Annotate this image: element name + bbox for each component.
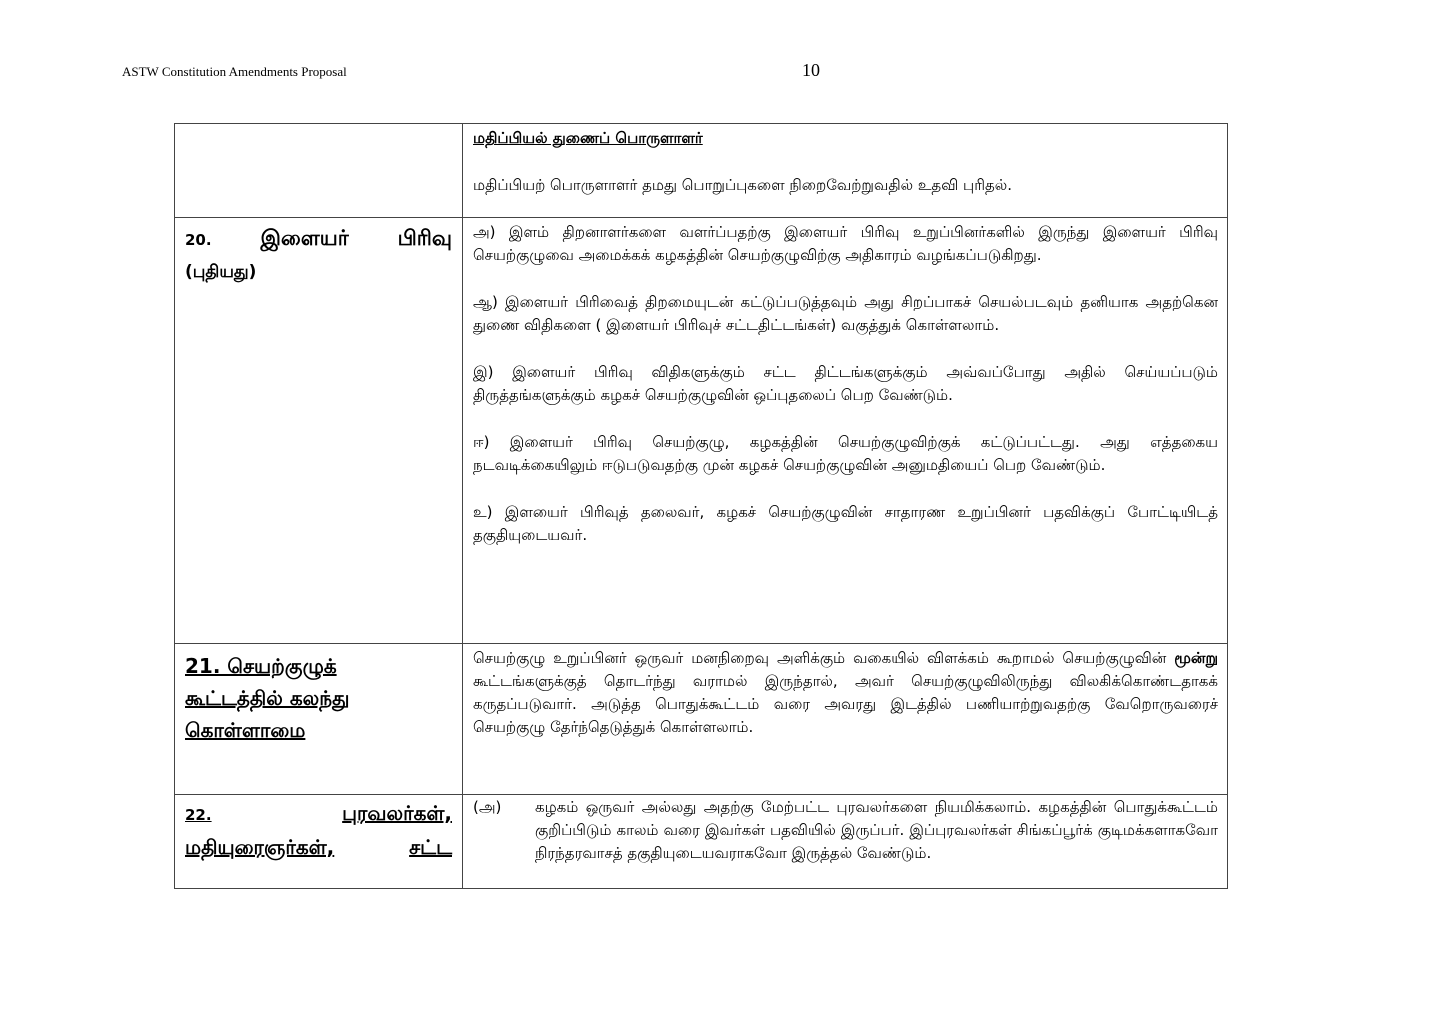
clause-title-word: புரவலர்கள்,: [342, 801, 452, 825]
clause-paragraph: அ) இளம் திறனாளர்களை வளர்ப்பதற்கு இளையர் பிரிவு உறுப்பினர்களில் இருந்து இளையர் பிரிவு செயற்குழுவை அமைக்கக் கழகத்தின் செயற்குழுவிற்கு அதிகாரம் வழங்கப்படுகிறது.: [473, 223, 1218, 264]
list-item: [473, 796, 1218, 865]
clause-title-word: பிரிவு: [397, 226, 452, 250]
clause-text-emphasis: மூன்று: [1174, 649, 1218, 667]
amendments-table: [174, 123, 1228, 889]
list-item-text: கழகம் ஒருவர் அல்லது அதற்கு மேற்பட்ட புரவலர்களை நியமிக்கலாம். கழகத்தின் பொதுக்கூட்டம் குறிப்பிடும் காலம் வரை இவர்கள் பதவியில் இருப்பர். இப்புரவலர்கள் சிங்கப்பூர்க் குடிமக்களாகவோ நிரந்தரவாசத் தகுதியுடையவராகவோ இருத்தல் வேண்டும்.: [535, 798, 1218, 862]
clause-paragraph: ஆ) இளையர் பிரிவைத் திறமையுடன் கட்டுப்படுத்தவும் அது சிறப்பாகச் செயல்படவும் தனியாக அதற்கென துணை விதிகளை ( இளையர் பிரிவுச் சட்டதிட்டங்கள்) வகுத்துக் கொள்ளலாம்.: [473, 293, 1218, 334]
clause-number: 20.: [185, 231, 212, 249]
row-label-cell: [175, 644, 463, 795]
table-row-22: [175, 795, 1228, 889]
clause-title-word: சட்ட: [409, 835, 452, 859]
clause-number: 22.: [185, 806, 212, 824]
list-item-marker: (அ): [473, 798, 502, 816]
clause-text-part: கூட்டங்களுக்குத் தொடர்ந்து வராமல் இருந்தால், அவர் செயற்குழுவிலிருந்து விலகிக்கொண்டதாகக் கருதப்படுவார். அடுத்த பொதுக்கூட்டம் வரை அவரது இடத்தில் பணியாற்றுவதற்கு வேறொருவரைச் செயற்குழு தேர்ந்தெடுத்துக் கொள்ளலாம்.: [473, 672, 1218, 736]
table-row-21: [175, 644, 1228, 795]
clause-title-word: இளையர்: [260, 226, 349, 250]
row-content-cell: [463, 644, 1228, 795]
clause-title-line: [185, 831, 452, 863]
row-label-cell: [175, 795, 463, 889]
section-text: மதிப்பியற் பொருளாளர் தமது பொறுப்புகளை நிறைவேற்றுவதில் உதவி புரிதல்.: [473, 176, 1012, 194]
row-content-cell: [463, 795, 1228, 889]
clause-title-line: [185, 222, 452, 257]
clause-title-word: மதியுரைஞர்கள்,: [185, 835, 335, 859]
row-label-cell-empty: [175, 124, 463, 218]
document-header-title: ASTW Constitution Amendments Proposal: [122, 64, 347, 79]
clause-paragraph: ஈ) இளையர் பிரிவு செயற்குழு, கழகத்தின் செயற்குழுவிற்குக் கட்டுப்பட்டது. அது எத்தகைய நடவடிக்கையிலும் ஈடுபடுவதற்கு முன் கழகச் செயற்குழுவின் அனுமதியைப் பெற வேண்டும்.: [473, 433, 1218, 474]
row-content-cell: [463, 218, 1228, 644]
clause-title-line: கூட்டத்தில் கலந்து: [185, 686, 350, 710]
clause-paragraph: உ) இளயைர் பிரிவுத் தலைவர், கழகச் செயற்குழுவின் சாதாரண உறுப்பினர் பதவிக்குப் போட்டியிடத் தகுதியுடையவர்.: [473, 503, 1218, 544]
row-label-cell: [175, 218, 463, 644]
page-number: 10: [802, 60, 820, 80]
clause-title-line: கொள்ளாமை: [185, 718, 306, 742]
table-row-treasurer: [175, 124, 1228, 218]
row-content-cell: [463, 124, 1228, 218]
clause-paragraph: [473, 647, 1218, 739]
table-row-20: [175, 218, 1228, 644]
clause-title-subtitle: (புதியது): [185, 262, 257, 282]
clause-title-line: [185, 797, 452, 831]
clause-text-part: செயற்குழு உறுப்பினர் ஒருவர் மனநிறைவு அளிக்கும் வகையில் விளக்கம் கூறாமல் செயற்குழுவின்: [473, 649, 1175, 667]
clause-paragraph: இ) இளையர் பிரிவு விதிகளுக்கும் சட்ட திட்டங்களுக்கும் அவ்வப்போது அதில் செய்யப்படும் திருத்தங்களுக்கும் கழகச் செயற்குழுவின் ஒப்புதலைப் பெற வேண்டும்.: [473, 363, 1218, 404]
clause-title-line: 21. செயற்குழுக்: [185, 654, 337, 678]
section-heading: மதிப்பியல் துணைப் பொருளாளர்: [473, 129, 703, 147]
